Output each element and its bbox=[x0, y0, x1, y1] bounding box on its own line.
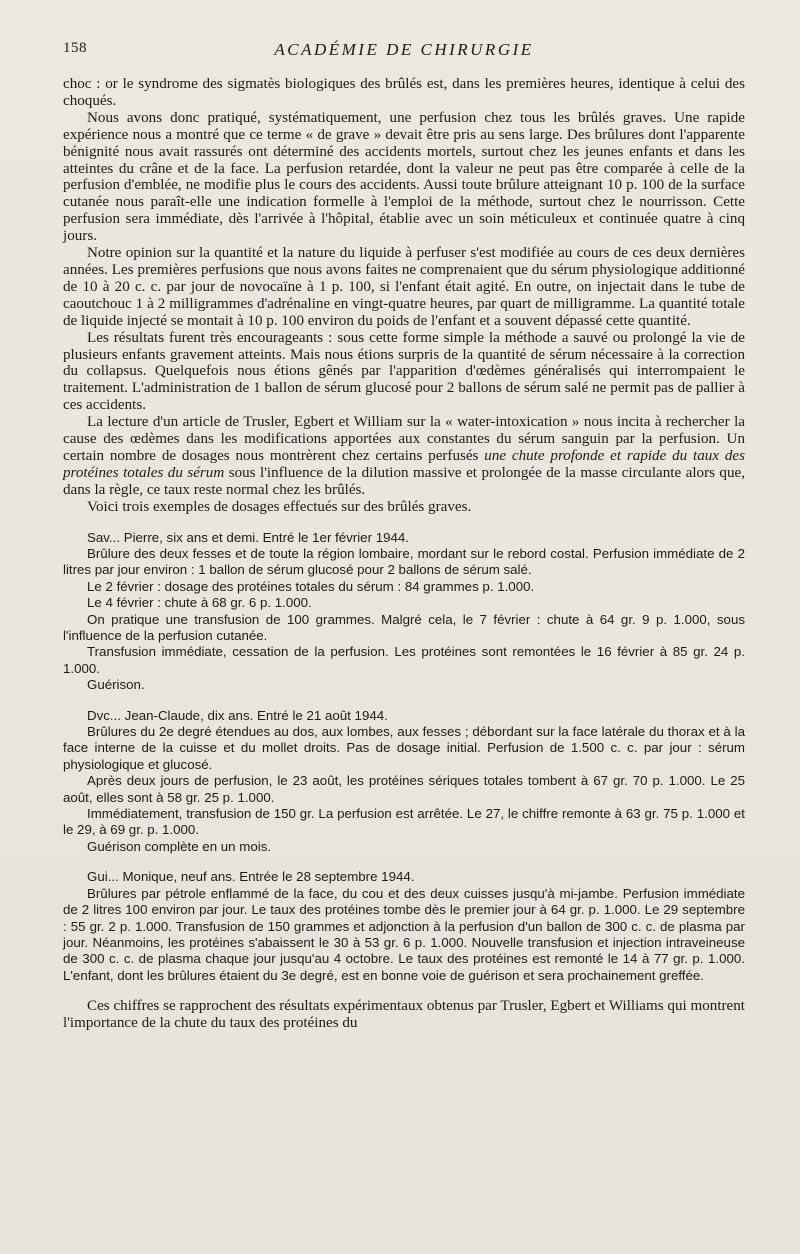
paragraph-trusler bbox=[63, 414, 745, 499]
page-header bbox=[63, 40, 745, 66]
case-line: On pratique une transfusion de 100 grammes. Malgré cela, le 7 février : chute à 64 gr. 9 p. 1.000, sous l'influence de la perfusion cutanée. bbox=[63, 611, 745, 643]
paragraph: choc : or le syndrome des sigmatès biologiques des brûlés est, dans les premières heures, identique à celui des choqués. bbox=[63, 76, 745, 109]
paragraph: Notre opinion sur la quantité et la nature du liquide à perfuser s'est modifiée au cours de ces deux dernières années. Les premières perfusions que nous avons faites ne comprenaient que du sérum physiologique additionné de 10 à 20 c. c. par jour de novocaïne à 1 p. 100, si l'enfant était agité. En outre, on injectait dans le tube de caoutchouc 1 à 2 milligrammes d'adrénaline en vingt-quatre heures, par quart de milligramme. La quantité totale de liquide injecté se montait à 10 p. 100 environ du poids de l'enfant et a souvent dépassé cette quantité. bbox=[63, 245, 745, 329]
case-line: Immédiatement, transfusion de 150 gr. La perfusion est arrêtée. Le 27, le chiffre remonte à 63 gr. 75 p. 1.000 et le 29, à 69 gr. p. 1.000. bbox=[63, 806, 745, 838]
case-line: Gui... Monique, neuf ans. Entrée le 28 septembre 1944. bbox=[87, 869, 415, 885]
case-report-3 bbox=[63, 869, 745, 984]
case-line: Sav... Pierre, six ans et demi. Entré le 1er février 1944. bbox=[87, 529, 409, 545]
case-report-1 bbox=[63, 530, 745, 694]
case-line: Après deux jours de perfusion, le 23 août, les protéines sériques totales tombent à 67 gr. 70 p. 1.000. Le 25 août, elles sont à 58 gr. 25 p. 1.000. bbox=[63, 773, 745, 805]
paragraph: Nous avons donc pratiqué, systématiquement, une perfusion chez tous les brûlés graves. Une rapide expérience nous a montré que ce terme « de grave » devait être pris au sens large. Des brûlures dont l'apparente bénignité nous avait rassurés ont déterminé des accidents mortels, surtout chez les jeunes enfants et dans les atteintes du crâne et de la face. La perfusion retardée, dont la valeur ne peut pas être comparée à celle de la perfusion d'emblée, ne modifie plus le cours des accidents. Aussi toute brûlure atteignant 10 p. 100 de la surface cutanée nous paraît-elle une indication formelle à l'emploi de la méthode, surtout chez le nourrisson. Cette perfusion sera immédiate, dès l'arrivée à l'hôpital, établie avec un soin méticuleux et continuée quatre à cinq jours. bbox=[63, 109, 745, 245]
page-number: 158 bbox=[63, 40, 87, 56]
case-line: Brûlure des deux fesses et de toute la région lombaire, mordant sur le rebord costal. Perfusion immédiate de 2 litres par jour environ : 1 ballon de sérum glucosé pour 2 ballons de sérum salé. bbox=[63, 545, 745, 578]
closing-text bbox=[63, 998, 745, 1032]
case-line: Guérison complète en un mois. bbox=[87, 838, 272, 854]
text-run: sous l'influence de la dilution massive et prolongée de la masse circulante alors que, dans la règle, ce taux reste normal chez les brûlés. bbox=[63, 464, 745, 498]
case-line: Le 2 février : dosage des protéines totales du sérum : 84 grammes p. 1.000. bbox=[87, 578, 535, 594]
paragraph: Les résultats furent très encourageants : sous cette forme simple la méthode a sauvé ou prolongé la vie de plusieurs enfants gravement atteints. Mais nous étions surpris de la quantité de sérum nécessaire à la correction du collapsus. Quelquefois nous étions gênés par l'apparition d'œdèmes généralisés qui interrompaient le traitement. L'administration de 1 ballon de sérum glucosé pour 2 ballons de sérum salé ne permit pas de pallier à ces accidents. bbox=[63, 329, 745, 414]
main-text bbox=[63, 76, 745, 516]
running-title: ACADÉMIE DE CHIRURGIE bbox=[274, 40, 534, 59]
case-line: Brûlures par pétrole enflammé de la face, du cou et des deux cuisses jusqu'à mi-jambe. Perfusion immédiate de 2 litres 100 environ par jour. Le taux des protéines tombe dès le premier jour à 64 gr. p. 1.000. Le 29 septembre : 55 gr. 2 p. 1.000. Transfusion de 150 grammes et adjonction à la perfusion d'un ballon de 300 c. c. de plasma par jour. Néanmoins, les protéines s'abaissent le 30 à 53 gr. 6 p. 1.000. Nouvelle transfusion et injection intraveineuse de 300 c. c. de plasma chaque jour jusqu'au 4 octobre. Le taux des protéines est remonté le 14 à 77 gr. p. 1.000. L'enfant, dont les brûlures étaient du 3e degré, est en bonne voie de guérison et sera prochainement greffée. bbox=[63, 885, 745, 983]
case-line: Transfusion immédiate, cessation de la perfusion. Les protéines sont remontées le 16 février à 85 gr. 24 p. 1.000. bbox=[63, 644, 745, 676]
case-line: Brûlures du 2e degré étendues au dos, aux lombes, aux fesses ; débordant sur la face latérale du thorax et à la face interne de la cuisse et du mollet droits. Pas de dosage initial. Perfusion de 1.500 c. c. par jour : sérum physiologique et glucosé. bbox=[63, 724, 745, 772]
text-run: La lecture d'un article de Trusler, Egbert et William sur la « water-intoxication » nous incita à rechercher la cause des œdèmes dans les modifications apportées aux constantes du sérum sanguin par la perfusion. Un certain nombre de dosages nous montrèrent chez certains perfusés bbox=[63, 414, 745, 464]
case-line: Dvc... Jean-Claude, dix ans. Entré le 21 août 1944. bbox=[87, 707, 388, 723]
paragraph: Ces chiffres se rapprochent des résultats expérimentaux obtenus par Trusler, Egbert et Williams qui montrent l'importance de la chute du taux des protéines du bbox=[63, 998, 745, 1032]
case-line: Guérison. bbox=[87, 677, 145, 693]
case-report-2 bbox=[63, 708, 745, 856]
emphasis: une chute profonde et rapide du taux des protéines totales du sérum bbox=[63, 447, 745, 481]
paragraph: Voici trois exemples de dosages effectués sur des brûlés graves. bbox=[87, 498, 472, 515]
case-line: Le 4 février : chute à 68 gr. 6 p. 1.000. bbox=[87, 595, 312, 611]
